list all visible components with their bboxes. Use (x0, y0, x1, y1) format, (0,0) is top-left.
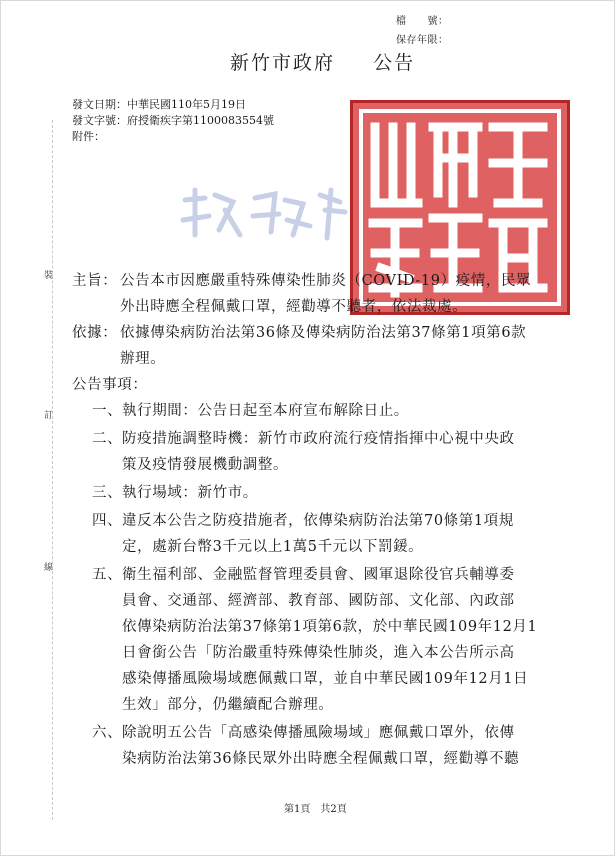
notice-item-3-line-1: 執行場域：新竹市。 (122, 485, 258, 501)
notice-item-5-line-5: 感染傳播風險場域應佩戴口罩，並自中華民國109年12月1日 (122, 671, 529, 687)
notice-item-2-num: 二、 (92, 431, 123, 447)
notice-heading: 公告事項： (72, 377, 148, 393)
page-number: 第1頁 共2頁 (284, 804, 347, 815)
notice-item-3-num: 三、 (92, 485, 123, 501)
basis-label: 依據： (72, 325, 118, 341)
basis-line-1: 依據傳染病防治法第36條及傳染病防治法第37條第1項第6款 (120, 325, 527, 341)
basis-line-2: 辦理。 (120, 351, 166, 367)
notice-item-6-line-1: 除說明五公告「高感染傳播風險場域」應佩戴口罩外，依傳 (122, 725, 515, 741)
subject-line-1: 公告本市因應嚴重特殊傳染性肺炎（COVID-19）疫情，民眾 (120, 273, 532, 289)
notice-item-2-line-1: 防疫措施調整時機：新竹市政府流行疫情指揮中心視中央政 (122, 431, 515, 447)
binding-line (52, 120, 53, 820)
binding-mark-zhuang: 裝 (44, 271, 54, 281)
binding-mark-xian: 線 (44, 563, 54, 573)
notice-item-5-line-3: 依傳染病防治法第37條第1項第6款，於中華民國109年12月1 (122, 619, 538, 635)
retention-label: 保存年限： (396, 35, 449, 46)
issue-date: 發文日期：中華民國110年5月19日 (72, 98, 246, 111)
notice-item-5-line-1: 衛生福利部、金融監督管理委員會、國軍退除役官兵輔導委 (122, 567, 515, 583)
attachment-label: 附件： (72, 130, 105, 143)
notice-item-5-line-4: 日會銜公告「防治嚴重特殊傳染性肺炎，進入本公告所示高 (122, 645, 515, 661)
agency-name: 新竹市政府 (230, 52, 336, 74)
notice-item-1-num: 一、 (92, 403, 123, 419)
binding-mark-ding: 訂 (44, 411, 54, 421)
subject-label: 主旨： (72, 273, 118, 289)
file-number-label: 檔 號： (396, 16, 449, 27)
notice-item-6-line-2: 染病防治法第36條民眾外出時應全程佩戴口罩，經勸導不聽 (122, 751, 520, 767)
page-title (230, 48, 415, 75)
notice-item-4-line-2: 定，處新台幣3千元以上1萬5千元以下罰鍰。 (122, 539, 424, 555)
notice-item-4-num: 四、 (92, 513, 123, 529)
doc-number: 發文字號：府授衛疾字第1100083554號 (72, 114, 274, 127)
notice-item-1-line-1: 執行期間：公告日起至本府宣布解除日止。 (122, 403, 409, 419)
notice-item-5-line-6: 生效」部分，仍繼續配合辦理。 (122, 697, 334, 713)
notice-item-4-line-1: 違反本公告之防疫措施者，依傳染病防治法第70條第1項規 (122, 513, 514, 529)
notice-item-5-line-2: 員會、交通部、經濟部、教育部、國防部、文化部、內政部 (122, 593, 515, 609)
faint-stamp (175, 180, 350, 250)
notice-item-6-num: 六、 (92, 725, 123, 741)
subject-line-2: 外出時應全程佩戴口罩，經勸導不聽者，依法裁處。 (120, 299, 468, 315)
notice-item-5-num: 五、 (92, 567, 123, 583)
notice-item-2-line-2: 策及疫情發展機動調整。 (122, 457, 289, 473)
doc-type: 公告 (373, 52, 416, 74)
